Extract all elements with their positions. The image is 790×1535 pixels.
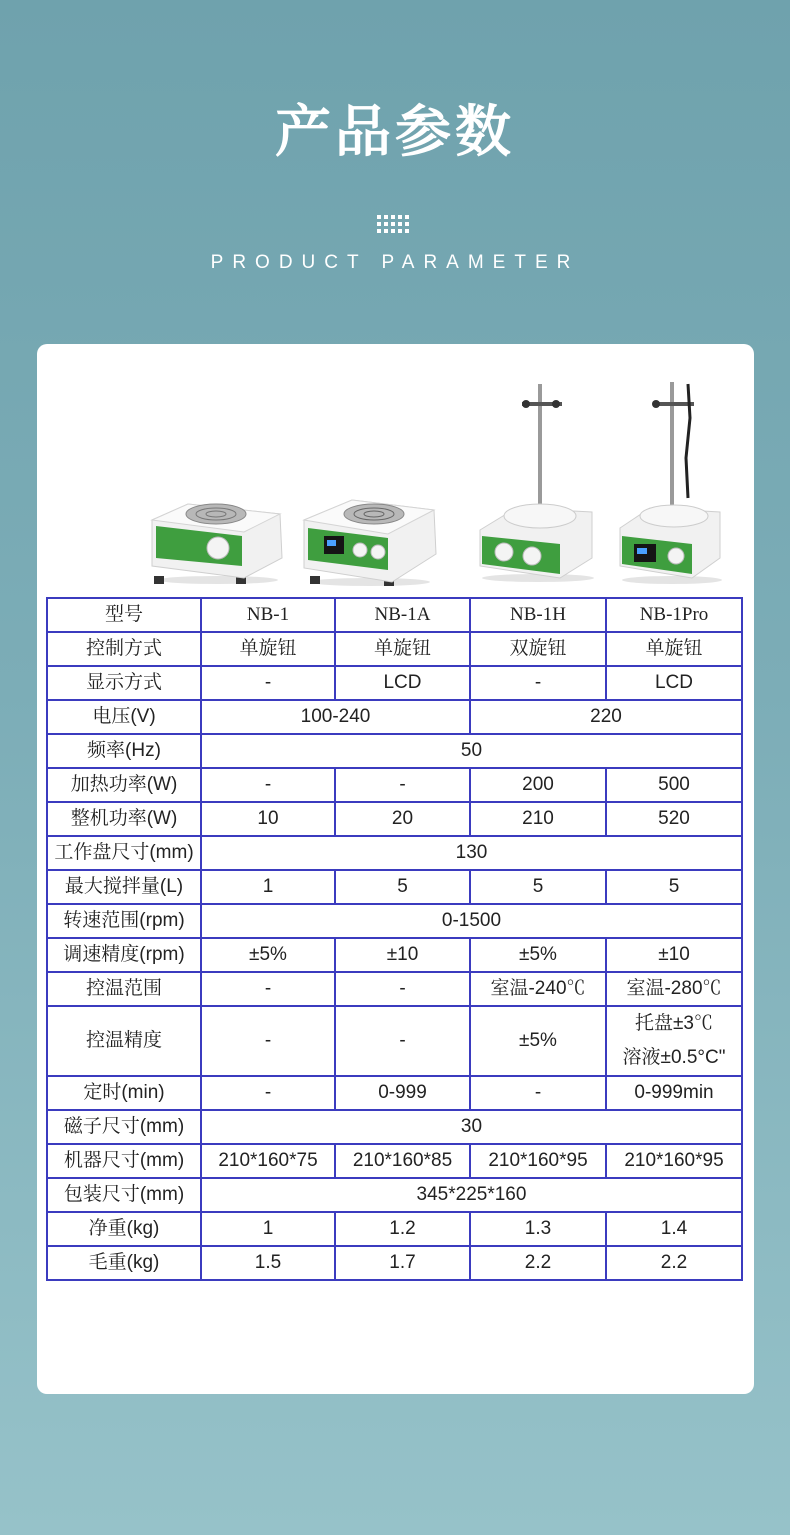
table-cell: 单旋钮 bbox=[606, 632, 742, 666]
table-cell: ±5% bbox=[470, 938, 606, 972]
table-cell: - bbox=[201, 972, 335, 1006]
table-cell: - bbox=[201, 768, 335, 802]
table-row bbox=[47, 1006, 742, 1076]
table-cell: 130 bbox=[201, 836, 742, 870]
table-row bbox=[47, 972, 742, 1006]
row-label: 控制方式 bbox=[47, 632, 201, 666]
table-cell: 0-999 bbox=[335, 1076, 470, 1110]
product-image-nb-1a bbox=[300, 490, 440, 590]
table-row bbox=[47, 666, 742, 700]
model-cell: NB-1A bbox=[335, 598, 470, 632]
table-cell: 5 bbox=[606, 870, 742, 904]
table-cell: 1 bbox=[201, 1212, 335, 1246]
table-cell: - bbox=[470, 666, 606, 700]
row-label: 显示方式 bbox=[47, 666, 201, 700]
row-label: 包装尺寸(mm) bbox=[47, 1178, 201, 1212]
model-cell: NB-1Pro bbox=[606, 598, 742, 632]
product-image-nb-1h bbox=[476, 380, 596, 585]
table-row bbox=[47, 1144, 742, 1178]
table-cell: 210 bbox=[470, 802, 606, 836]
table-cell: 500 bbox=[606, 768, 742, 802]
table-cell: 1.5 bbox=[201, 1246, 335, 1280]
table-row bbox=[47, 1076, 742, 1110]
model-cell: NB-1 bbox=[201, 598, 335, 632]
table-header-row bbox=[47, 598, 742, 632]
table-row bbox=[47, 870, 742, 904]
row-label: 机器尺寸(mm) bbox=[47, 1144, 201, 1178]
page-title: 产品参数 bbox=[275, 100, 515, 165]
row-label: 毛重(kg) bbox=[47, 1246, 201, 1280]
page-subtitle: PRODUCT PARAMETER bbox=[210, 252, 580, 273]
table-cell: 室温-280℃ bbox=[606, 972, 742, 1006]
table-row bbox=[47, 836, 742, 870]
table-cell bbox=[606, 1006, 742, 1076]
table-row bbox=[47, 904, 742, 938]
table-cell: 0-999min bbox=[606, 1076, 742, 1110]
dots-grid-icon bbox=[377, 215, 409, 237]
table-row bbox=[47, 768, 742, 802]
cell-line: 托盘±3℃ bbox=[635, 1013, 713, 1034]
row-label: 控温范围 bbox=[47, 972, 201, 1006]
table-cell: 100-240 bbox=[201, 700, 470, 734]
table-cell: 1.7 bbox=[335, 1246, 470, 1280]
row-label: 磁子尺寸(mm) bbox=[47, 1110, 201, 1144]
row-label: 定时(min) bbox=[47, 1076, 201, 1110]
table-cell: - bbox=[335, 972, 470, 1006]
table-cell: ±10 bbox=[606, 938, 742, 972]
row-label: 净重(kg) bbox=[47, 1212, 201, 1246]
table-row bbox=[47, 700, 742, 734]
table-row bbox=[47, 802, 742, 836]
model-cell: NB-1H bbox=[470, 598, 606, 632]
table-cell: 0-1500 bbox=[201, 904, 742, 938]
table-cell: LCD bbox=[335, 666, 470, 700]
table-cell: 345*225*160 bbox=[201, 1178, 742, 1212]
row-label: 工作盘尺寸(mm) bbox=[47, 836, 201, 870]
table-cell: - bbox=[201, 666, 335, 700]
table-row bbox=[47, 1110, 742, 1144]
table-cell: 20 bbox=[335, 802, 470, 836]
row-label: 调速精度(rpm) bbox=[47, 938, 201, 972]
table-cell: 单旋钮 bbox=[335, 632, 470, 666]
table-cell: 室温-240℃ bbox=[470, 972, 606, 1006]
table-row bbox=[47, 734, 742, 768]
row-label: 频率(Hz) bbox=[47, 734, 201, 768]
table-cell: 50 bbox=[201, 734, 742, 768]
table-cell: 1.2 bbox=[335, 1212, 470, 1246]
table-row bbox=[47, 1212, 742, 1246]
row-label: 转速范围(rpm) bbox=[47, 904, 201, 938]
table-row bbox=[47, 1178, 742, 1212]
table-cell: 2.2 bbox=[606, 1246, 742, 1280]
table-cell: - bbox=[201, 1006, 335, 1076]
table-cell: - bbox=[201, 1076, 335, 1110]
table-cell: - bbox=[470, 1076, 606, 1110]
table-cell: 520 bbox=[606, 802, 742, 836]
table-cell: LCD bbox=[606, 666, 742, 700]
header-label-cell: 型号 bbox=[47, 598, 201, 632]
table-cell: 1 bbox=[201, 870, 335, 904]
cell-line: 溶液±0.5°C" bbox=[622, 1047, 726, 1068]
table-cell: 210*160*95 bbox=[470, 1144, 606, 1178]
product-image-nb-1 bbox=[148, 492, 288, 587]
table-cell: 200 bbox=[470, 768, 606, 802]
table-cell: 2.2 bbox=[470, 1246, 606, 1280]
table-cell: 210*160*85 bbox=[335, 1144, 470, 1178]
table-cell: 5 bbox=[335, 870, 470, 904]
table-cell: - bbox=[335, 768, 470, 802]
table-cell: 双旋钮 bbox=[470, 632, 606, 666]
row-label: 最大搅拌量(L) bbox=[47, 870, 201, 904]
table-cell: 1.3 bbox=[470, 1212, 606, 1246]
table-cell: ±5% bbox=[470, 1006, 606, 1076]
table-row bbox=[47, 938, 742, 972]
table-cell: 10 bbox=[201, 802, 335, 836]
product-image-nb-1pro bbox=[616, 378, 726, 588]
table-cell: 30 bbox=[201, 1110, 742, 1144]
table-cell: 1.4 bbox=[606, 1212, 742, 1246]
table-cell: 单旋钮 bbox=[201, 632, 335, 666]
table-cell: ±10 bbox=[335, 938, 470, 972]
table-cell: 210*160*75 bbox=[201, 1144, 335, 1178]
row-label: 电压(V) bbox=[47, 700, 201, 734]
table-cell: 210*160*95 bbox=[606, 1144, 742, 1178]
spec-table bbox=[46, 597, 743, 1281]
table-row bbox=[47, 1246, 742, 1280]
table-cell: 5 bbox=[470, 870, 606, 904]
row-label: 控温精度 bbox=[47, 1006, 201, 1076]
table-row bbox=[47, 632, 742, 666]
table-cell: 220 bbox=[470, 700, 742, 734]
table-cell: ±5% bbox=[201, 938, 335, 972]
row-label: 加热功率(W) bbox=[47, 768, 201, 802]
row-label: 整机功率(W) bbox=[47, 802, 201, 836]
table-cell: - bbox=[335, 1006, 470, 1076]
